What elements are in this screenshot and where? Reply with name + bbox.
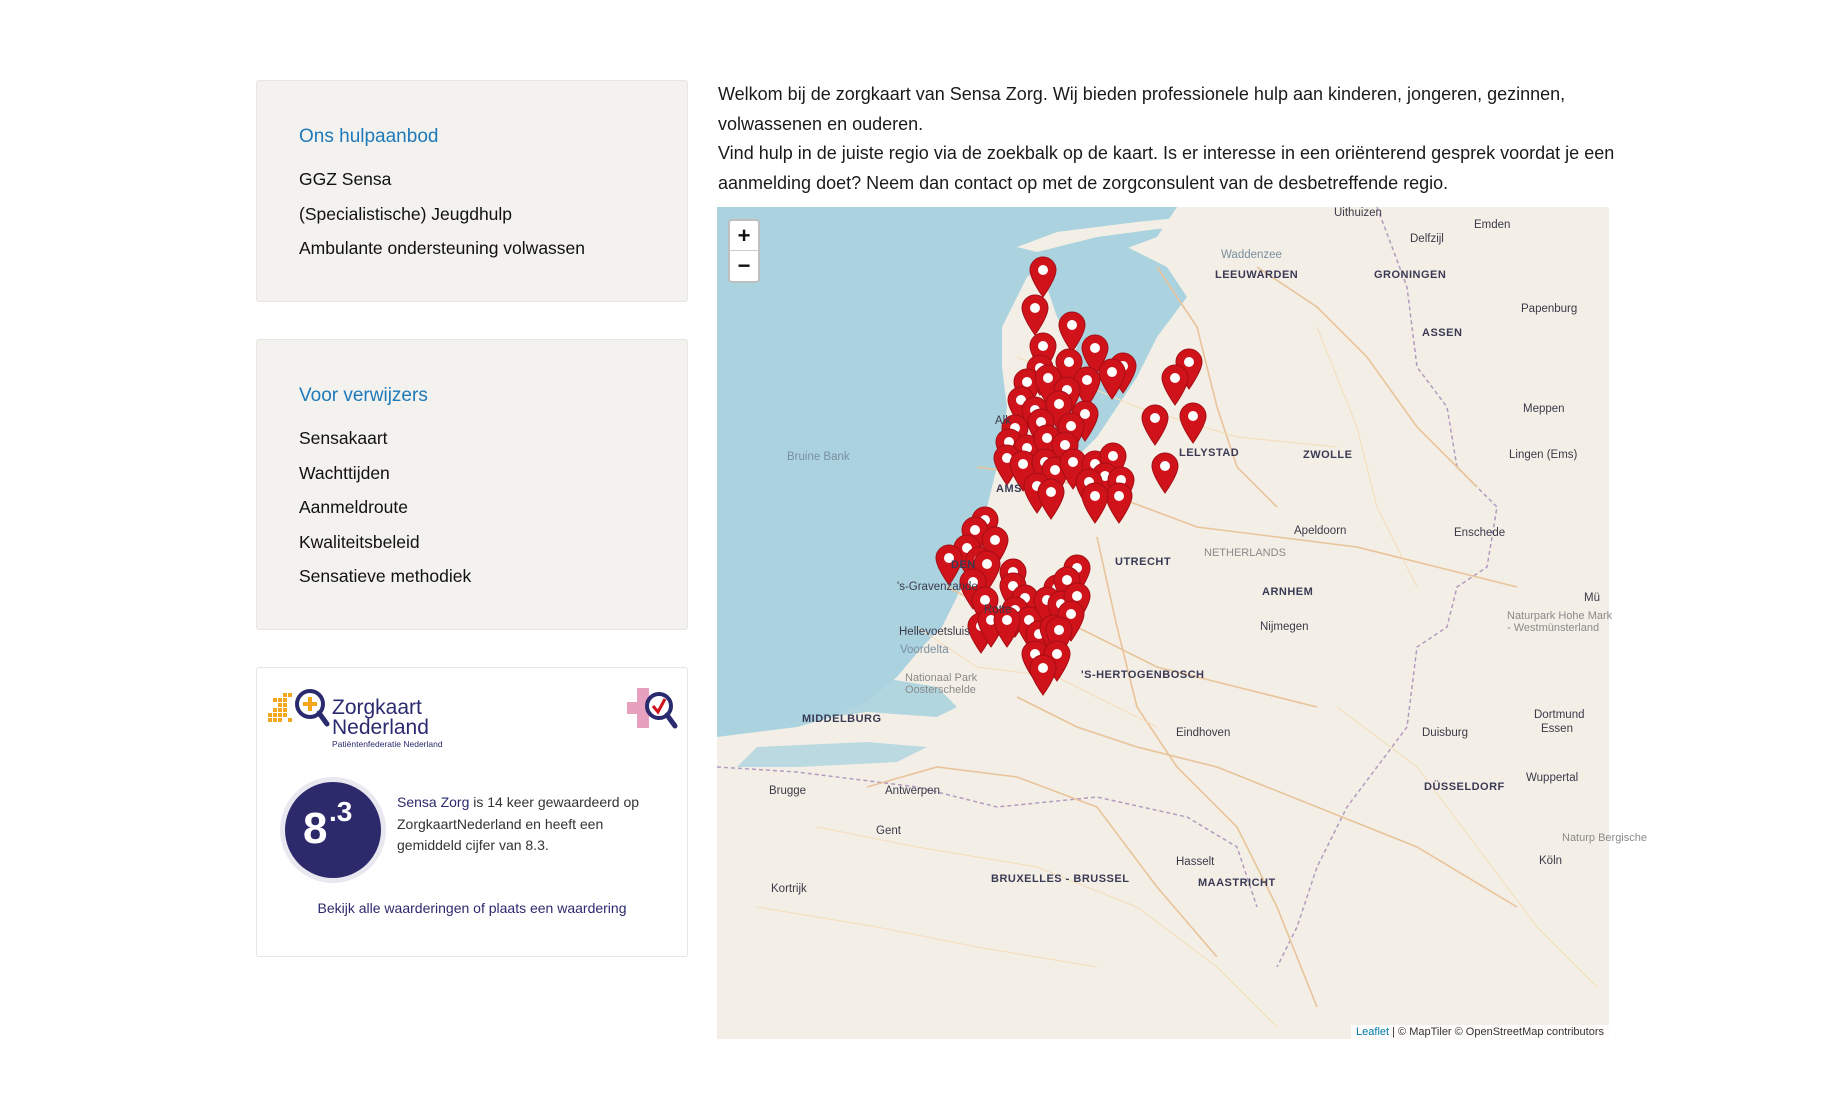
map-label: Voordelta [900,644,949,656]
map-label: LEEUWARDEN [1215,269,1299,281]
score-main: 8 [303,804,328,853]
score-decimal: .3 [329,796,353,827]
map-label: ZWOLLE [1303,449,1353,461]
aanbod-panel [256,80,688,302]
zorgkaart-logo-line1: Zorgkaart [332,696,422,719]
map-label: Naturp Bergische [1562,832,1647,844]
aanbod-item-jeugdhulp[interactable]: (Specialistische) Jeugdhulp [299,203,513,224]
map-label: Emden [1474,219,1511,231]
zoom-control [728,219,760,283]
score-badge [285,782,381,878]
map-label: Lingen (Ems) [1509,449,1578,461]
map-label: Gent [876,825,901,837]
attribution-text: | © MapTiler © OpenStreetMap contributors [1392,1026,1604,1038]
map-label: Antwerpen [885,785,940,797]
aanbod-list [299,162,645,266]
verwijzers-item-methodiek[interactable]: Sensatieve methodiek [299,566,472,586]
intro-paragraph-1: Welkom bij de zorgkaart van Sensa Zorg. Wij bieden professionele hulp aan kinderen, jongeren, gezinnen, volwassenen en ouderen. [718,84,1566,134]
map-label: Wuppertal [1526,772,1579,784]
map-label: BRUXELLES - BRUSSEL [991,873,1130,885]
map-label: Delfzijl [1410,233,1444,245]
map-label: LELYSTAD [1179,447,1240,459]
verwijzers-item-sensakaart[interactable]: Sensakaart [299,428,388,448]
map-label: Nationaal Park Oosterschelde [905,672,978,696]
map-label: Bruine Bank [787,451,850,463]
map-label: Apeldoorn [1294,525,1347,537]
map-label: MIDDELBURG [802,713,882,725]
map-label: GRONINGEN [1374,269,1447,281]
map-label: Köln [1539,855,1563,867]
map[interactable] [717,207,1647,1039]
map-label: Hasselt [1176,856,1215,868]
map-label: Mü [1584,592,1600,604]
map-label: MAASTRICHT [1198,877,1276,889]
map-label: Naturpark Hohe Mark - Westmünsterland [1507,610,1613,634]
map-label: Dortmund [1534,709,1585,721]
aanbod-title: Ons hulpaanbod [299,126,439,147]
map-label: DEN [951,559,976,571]
zorgkaart-logo[interactable] [267,682,447,749]
aanbod-item-ambulant[interactable]: Ambulante ondersteuning volwassen [299,238,586,258]
map-label: Brugge [769,785,807,797]
zorgkaart-description [397,792,667,857]
intro-text [718,80,1618,198]
map-label: 'S-HERTOGENBOSCH [1081,669,1205,681]
map-label: DÜSSELDORF [1424,781,1505,793]
map-label: UTRECHT [1115,556,1172,568]
verwijzers-item-aanmeldroute[interactable]: Aanmeldroute [299,497,408,517]
map-label: Eindhoven [1176,727,1231,739]
map-label: ASSEN [1422,327,1463,339]
map-label: Papenburg [1521,303,1578,315]
zorgkaart-brand: Sensa Zorg [397,794,470,810]
map-base [717,207,1609,1039]
leaflet-link[interactable]: Leaflet [1356,1026,1390,1038]
zorgkaart-reviews-link[interactable]: Bekijk alle waarderingen of plaats een waardering [317,900,627,916]
map-label: Duisburg [1422,727,1469,739]
map-label: ARNHEM [1262,586,1314,598]
verwijzers-item-wachttijden[interactable]: Wachttijden [299,462,390,483]
map-label: Waddenzee [1221,249,1282,261]
verwijzers-title: Voor verwijzers [299,385,428,406]
zoom-in-button[interactable]: + [730,221,758,251]
map-label: Enschede [1454,527,1506,539]
verwijzers-item-kwaliteitsbeleid[interactable]: Kwaliteitsbeleid [299,531,420,552]
zorgkaart-logo-sub: Patiëntenfederatie Nederland [332,739,443,749]
map-label: Nijmegen [1260,621,1309,633]
map-label: Meppen [1523,403,1565,415]
intro-paragraph-2: Vind hulp in de juiste regio via de zoekbalk op de kaart. Is er interesse in een oriënterend gesprek voordat je een aanmelding doet? Neem dan contact op met de zorgconsulent van de desbetreffende regio. [718,143,1615,193]
zorgkaart-map-icon [267,682,329,736]
zorgkaart-badge-icon [627,686,679,730]
map-label: Kortrijk [771,883,807,895]
map-label: Uithuizen [1334,207,1382,219]
verwijzers-panel [256,339,688,630]
map-label: 's-Gravenzande [897,581,978,593]
zorgkaart-description-text: is 14 keer gewaardeerd op ZorgkaartNederland en heeft een gemiddeld cijfer van 8.3. [397,794,640,853]
map-label: NETHERLANDS [1204,547,1286,559]
map-label: Alk [995,415,1011,427]
verwijzers-list [299,421,645,594]
zorgkaart-widget [256,667,688,957]
zorgkaart-logo-line2: Nederland [332,716,429,739]
map-label: Hellevoetsluis [899,626,970,638]
map-label: Rotte [984,604,1012,616]
aanbod-item-ggz[interactable]: GGZ Sensa [299,169,392,189]
map-attribution [1351,1025,1609,1039]
map-label: Essen [1541,723,1573,735]
map-label: AMS [996,483,1022,495]
zoom-out-button[interactable]: − [737,253,751,278]
